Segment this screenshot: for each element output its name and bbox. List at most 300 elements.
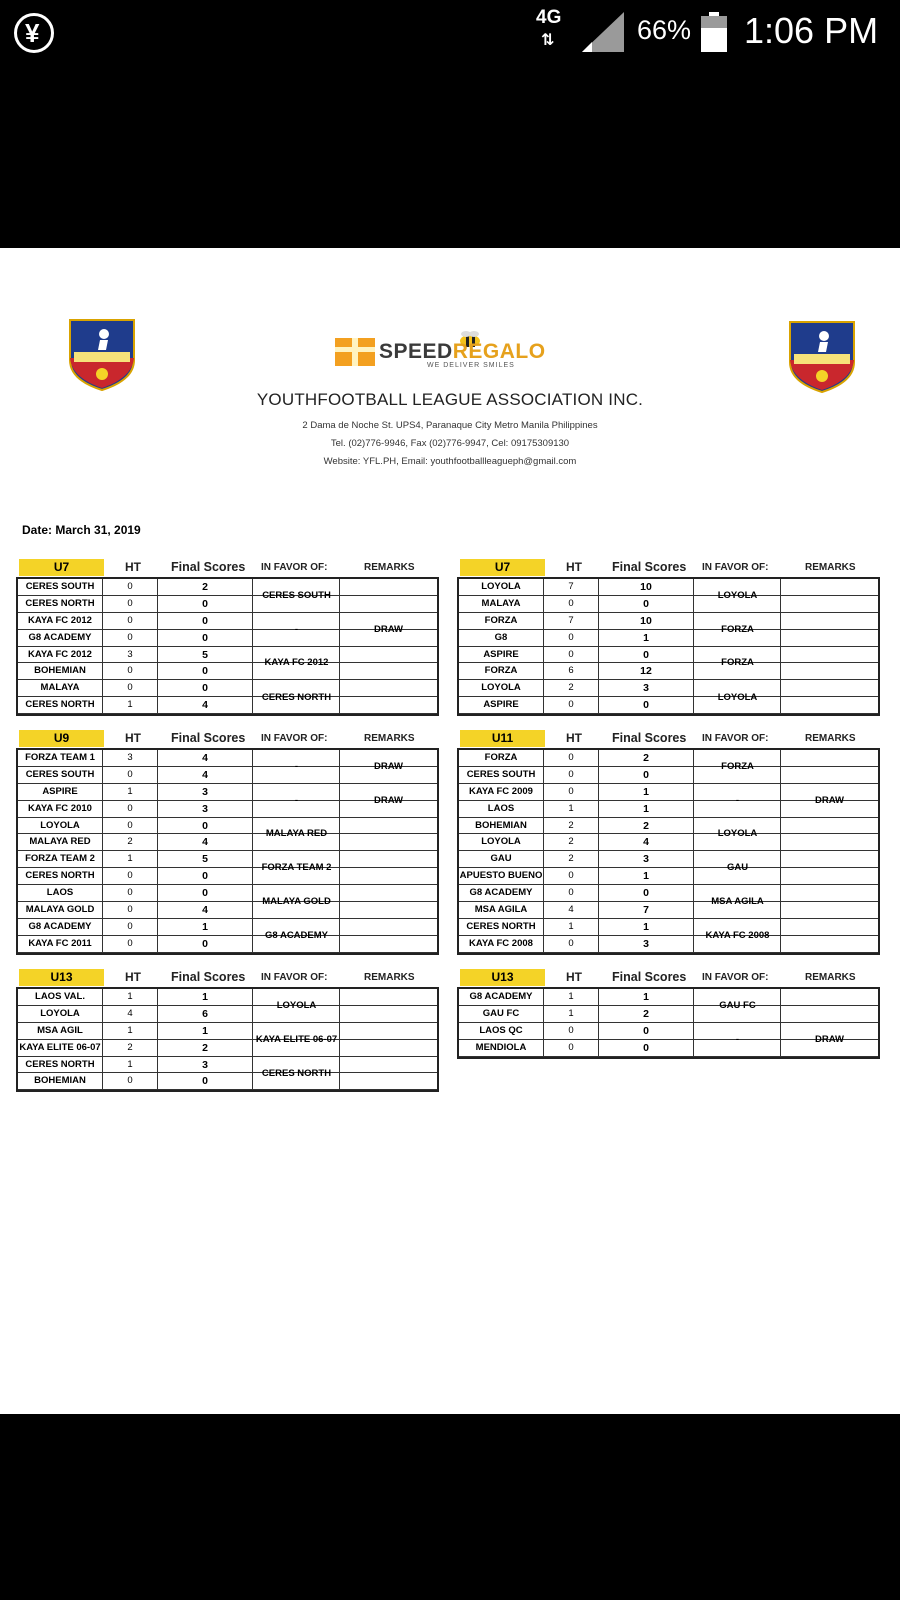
ht-cell: 0	[103, 596, 158, 612]
team-cell: LOYOLA	[459, 834, 544, 850]
final-score-cell: 4	[158, 697, 253, 713]
team-cell: KAYA FC 2011	[18, 936, 103, 952]
ht-cell: 0	[103, 818, 158, 834]
in-favor-cell: G8 ACADEMY	[254, 919, 340, 953]
ht-cell: 0	[103, 885, 158, 901]
match-result	[254, 919, 437, 953]
team-cell: KAYA FC 2008	[459, 936, 544, 952]
results-table	[16, 987, 439, 1092]
ht-cell: 0	[544, 630, 599, 646]
age-group-label: U13	[19, 969, 104, 986]
remarks-cell	[340, 818, 437, 851]
final-score-cell: 1	[599, 784, 694, 800]
match-result	[254, 680, 437, 714]
remarks-cell	[781, 613, 878, 646]
final-scores-header: Final Scores	[171, 970, 246, 984]
final-score-cell: 2	[599, 1006, 694, 1022]
in-favor-cell: -	[254, 784, 340, 817]
team-cell: CERES NORTH	[18, 596, 103, 612]
in-favor-cell: FORZA	[695, 750, 781, 783]
team-cell: CERES SOUTH	[18, 579, 103, 595]
ht-cell: 0	[103, 936, 158, 952]
match-date: Date: March 31, 2019	[22, 523, 141, 537]
match-result	[254, 851, 437, 885]
org-name: YOUTHFOOTBALL LEAGUE ASSOCIATION INC.	[256, 390, 644, 409]
final-score-cell: 0	[158, 613, 253, 629]
table-block	[457, 558, 880, 716]
ht-cell: 0	[103, 630, 158, 646]
final-score-cell: 3	[158, 1057, 253, 1073]
ht-cell: 1	[103, 1057, 158, 1073]
ht-cell: 2	[103, 834, 158, 850]
ht-cell: 1	[544, 1006, 599, 1022]
team-cell: BOHEMIAN	[18, 663, 103, 679]
remarks-cell: DRAW	[814, 1034, 845, 1046]
in-favor-cell: CERES SOUTH	[254, 579, 340, 612]
battery-icon	[701, 12, 727, 52]
final-score-cell: 3	[158, 784, 253, 800]
in-favor-header: IN FAVOR OF:	[261, 562, 328, 573]
in-favor-header: IN FAVOR OF:	[702, 562, 769, 573]
ht-cell: 2	[544, 851, 599, 867]
match-result	[254, 818, 437, 852]
team-cell: ASPIRE	[459, 647, 544, 663]
in-favor-cell: FORZA TEAM 2	[254, 851, 340, 884]
in-favor-cell: -	[254, 750, 340, 783]
remarks-cell	[340, 919, 437, 953]
team-cell: LAOS QC	[459, 1023, 544, 1039]
results-table	[457, 748, 880, 955]
ht-cell: 0	[103, 919, 158, 935]
final-score-cell: 0	[158, 885, 253, 901]
in-favor-cell: CERES NORTH	[254, 680, 340, 714]
team-cell: KAYA FC 2012	[18, 613, 103, 629]
match-result	[695, 647, 878, 681]
remarks-cell	[340, 851, 437, 884]
ht-cell: 0	[544, 936, 599, 952]
remarks-cell: DRAW	[373, 794, 404, 806]
results-table	[16, 748, 439, 955]
final-score-cell: 0	[599, 885, 694, 901]
team-cell: ASPIRE	[459, 697, 544, 713]
remarks-cell	[781, 851, 878, 884]
match-result	[254, 579, 437, 613]
sponsor-tagline: WE DELIVER SMILES	[427, 362, 515, 369]
no-money-icon[interactable]: ¥	[14, 13, 54, 53]
final-scores-header: Final Scores	[612, 560, 687, 574]
final-score-cell: 0	[599, 767, 694, 783]
signal-icon	[582, 12, 624, 52]
team-cell: LOYOLA	[18, 818, 103, 834]
remarks-cell	[340, 989, 437, 1022]
table-block	[16, 968, 439, 1092]
remarks-cell	[781, 579, 878, 612]
team-cell: CERES NORTH	[18, 868, 103, 884]
in-favor-cell: LOYOLA	[695, 818, 781, 851]
table-header	[16, 968, 439, 987]
table-block	[16, 729, 439, 955]
remarks-cell	[781, 818, 878, 851]
ht-cell: 1	[103, 784, 158, 800]
org-website: Website: YFL.PH, Email: youthfootballleagueph@gmail.com	[323, 456, 577, 467]
team-cell: BOHEMIAN	[18, 1073, 103, 1089]
remarks-cell	[340, 680, 437, 714]
age-group-label: U7	[460, 559, 545, 576]
in-favor-cell: GAU FC	[695, 989, 781, 1022]
final-score-cell: 1	[158, 989, 253, 1005]
ht-cell: 0	[544, 767, 599, 783]
table-header	[457, 558, 880, 577]
in-favor-cell: MALAYA GOLD	[254, 885, 340, 918]
ht-cell: 1	[544, 801, 599, 817]
ht-header: HT	[125, 970, 141, 984]
ht-cell: 0	[103, 767, 158, 783]
team-cell: CERES NORTH	[459, 919, 544, 935]
final-score-cell: 1	[599, 989, 694, 1005]
final-score-cell: 12	[599, 663, 694, 679]
data-arrows-icon: ⇅	[541, 32, 555, 49]
in-favor-header: IN FAVOR OF:	[702, 733, 769, 744]
ht-cell: 0	[103, 1073, 158, 1089]
match-result	[695, 885, 878, 919]
in-favor-cell: LOYOLA	[695, 579, 781, 612]
final-score-cell: 7	[599, 902, 694, 918]
final-score-cell: 0	[158, 936, 253, 952]
remarks-cell: DRAW	[373, 623, 404, 635]
team-cell: MSA AGILA	[459, 902, 544, 918]
final-score-cell: 3	[599, 936, 694, 952]
ht-cell: 0	[103, 613, 158, 629]
team-cell: CERES SOUTH	[18, 767, 103, 783]
bottom-letterbox	[0, 1414, 900, 1600]
remarks-header: REMARKS	[805, 562, 856, 573]
team-cell: FORZA TEAM 2	[18, 851, 103, 867]
ht-cell: 1	[544, 919, 599, 935]
team-cell: ASPIRE	[18, 784, 103, 800]
results-column	[254, 579, 437, 714]
ht-cell: 0	[544, 868, 599, 884]
team-cell: APUESTO BUENO	[459, 868, 544, 884]
final-score-cell: 0	[599, 1040, 694, 1056]
table-block	[16, 558, 439, 716]
ht-cell: 2	[544, 818, 599, 834]
team-cell: LAOS VAL.	[18, 989, 103, 1005]
age-group-label: U7	[19, 559, 104, 576]
remarks-cell	[781, 750, 878, 783]
in-favor-cell: FORZA	[695, 647, 781, 680]
team-cell: GAU FC	[459, 1006, 544, 1022]
remarks-header: REMARKS	[805, 733, 856, 744]
remarks-cell	[781, 919, 878, 953]
table-header	[457, 729, 880, 748]
final-score-cell: 3	[599, 680, 694, 696]
team-cell: G8 ACADEMY	[459, 989, 544, 1005]
final-score-cell: 1	[158, 1023, 253, 1039]
ht-header: HT	[125, 560, 141, 574]
ht-cell: 4	[544, 902, 599, 918]
in-favor-header: IN FAVOR OF:	[261, 733, 328, 744]
in-favor-cell: -	[695, 1023, 781, 1057]
battery-percent: 66%	[637, 15, 692, 45]
team-cell: KAYA FC 2012	[18, 647, 103, 663]
match-result	[254, 989, 437, 1023]
final-score-cell: 4	[158, 767, 253, 783]
remarks-cell	[781, 989, 878, 1022]
in-favor-cell: KAYA FC 2008	[695, 919, 781, 953]
in-favor-cell: MALAYA RED	[254, 818, 340, 851]
final-score-cell: 0	[158, 818, 253, 834]
team-cell: MALAYA	[459, 596, 544, 612]
ht-cell: 1	[103, 1023, 158, 1039]
team-cell: G8 ACADEMY	[18, 919, 103, 935]
final-scores-header: Final Scores	[171, 560, 246, 574]
final-score-cell: 0	[599, 697, 694, 713]
table-header	[457, 968, 880, 987]
ht-header: HT	[125, 731, 141, 745]
remarks-header: REMARKS	[364, 562, 415, 573]
ht-cell: 0	[544, 1040, 599, 1056]
final-score-cell: 2	[158, 579, 253, 595]
final-scores-header: Final Scores	[171, 731, 246, 745]
age-group-label: U9	[19, 730, 104, 747]
ht-cell: 0	[544, 647, 599, 663]
ht-cell: 0	[103, 902, 158, 918]
in-favor-cell: GAU	[695, 851, 781, 884]
team-cell: G8 ACADEMY	[18, 630, 103, 646]
ht-cell: 0	[103, 680, 158, 696]
final-scores-header: Final Scores	[612, 731, 687, 745]
team-cell: BOHEMIAN	[459, 818, 544, 834]
match-result	[254, 885, 437, 919]
results-table	[16, 577, 439, 716]
remarks-cell	[340, 1023, 437, 1056]
ht-cell: 4	[103, 1006, 158, 1022]
age-group-label: U13	[460, 969, 545, 986]
league-crest-left	[66, 316, 138, 392]
final-score-cell: 0	[158, 1073, 253, 1089]
final-score-cell: 0	[158, 868, 253, 884]
in-favor-header: IN FAVOR OF:	[702, 972, 769, 983]
sponsor-name: SPEEDREGALO	[379, 340, 546, 363]
ht-cell: 6	[544, 663, 599, 679]
final-score-cell: 4	[158, 902, 253, 918]
final-score-cell: 10	[599, 613, 694, 629]
final-score-cell: 2	[599, 818, 694, 834]
final-score-cell: 4	[158, 750, 253, 766]
final-score-cell: 6	[158, 1006, 253, 1022]
in-favor-cell: -	[695, 784, 781, 817]
match-result	[254, 750, 437, 784]
match-result	[695, 1023, 878, 1057]
in-favor-cell: MSA AGILA	[695, 885, 781, 918]
results-column	[695, 750, 878, 953]
final-score-cell: 0	[158, 663, 253, 679]
match-result	[254, 1057, 437, 1091]
results-table	[457, 577, 880, 716]
final-score-cell: 5	[158, 647, 253, 663]
team-cell: LOYOLA	[459, 680, 544, 696]
team-cell: FORZA TEAM 1	[18, 750, 103, 766]
ht-cell: 2	[544, 834, 599, 850]
network-type: 4G	[536, 7, 562, 28]
team-cell: MALAYA	[18, 680, 103, 696]
match-result	[254, 647, 437, 681]
remarks-header: REMARKS	[364, 733, 415, 744]
org-address: 2 Dama de Noche St. UPS4, Paranaque City Metro Manila Philippines	[302, 420, 598, 431]
final-score-cell: 1	[599, 630, 694, 646]
team-cell: LOYOLA	[18, 1006, 103, 1022]
remarks-cell	[340, 647, 437, 680]
age-group-label: U11	[460, 730, 545, 747]
match-result	[695, 579, 878, 613]
team-cell: KAYA FC 2010	[18, 801, 103, 817]
team-cell: LAOS	[18, 885, 103, 901]
remarks-cell	[340, 885, 437, 918]
org-contact: Tel. (02)776-9946, Fax (02)776-9947, Cel: 09175309130	[330, 438, 570, 449]
sponsor-logo	[335, 330, 565, 370]
in-favor-cell: LOYOLA	[695, 680, 781, 714]
team-cell: GAU	[459, 851, 544, 867]
team-cell: FORZA	[459, 613, 544, 629]
final-score-cell: 1	[158, 919, 253, 935]
final-score-cell: 0	[158, 630, 253, 646]
team-cell: FORZA	[459, 750, 544, 766]
remarks-cell	[340, 579, 437, 612]
remarks-cell: DRAW	[814, 794, 845, 806]
final-score-cell: 0	[599, 596, 694, 612]
ht-cell: 0	[103, 579, 158, 595]
final-score-cell: 1	[599, 801, 694, 817]
in-favor-cell: -	[254, 613, 340, 646]
league-crest-right	[786, 318, 858, 394]
ht-cell: 2	[544, 680, 599, 696]
ht-cell: 0	[103, 663, 158, 679]
ht-cell: 0	[103, 801, 158, 817]
team-cell: KAYA ELITE 06-07	[18, 1040, 103, 1056]
table-block	[457, 968, 880, 1059]
team-cell: CERES NORTH	[18, 697, 103, 713]
ht-cell: 0	[544, 750, 599, 766]
results-table	[457, 987, 880, 1059]
match-result	[695, 784, 878, 818]
team-cell: CERES NORTH	[18, 1057, 103, 1073]
ht-cell: 3	[103, 647, 158, 663]
ht-cell: 0	[544, 596, 599, 612]
final-score-cell: 0	[158, 596, 253, 612]
ht-cell: 0	[544, 697, 599, 713]
team-cell: LAOS	[459, 801, 544, 817]
final-score-cell: 3	[599, 851, 694, 867]
team-cell: MSA AGIL	[18, 1023, 103, 1039]
table-block	[457, 729, 880, 955]
results-column	[695, 989, 878, 1057]
match-result	[254, 613, 437, 647]
table-header	[16, 558, 439, 577]
team-cell: MENDIOLA	[459, 1040, 544, 1056]
final-score-cell: 2	[158, 1040, 253, 1056]
final-score-cell: 10	[599, 579, 694, 595]
gift-icon	[335, 338, 375, 366]
final-score-cell: 2	[599, 750, 694, 766]
status-bar	[0, 0, 900, 66]
match-result	[695, 680, 878, 714]
final-score-cell: 5	[158, 851, 253, 867]
crest-icon	[66, 316, 138, 392]
final-scores-header: Final Scores	[612, 970, 687, 984]
team-cell: G8 ACADEMY	[459, 885, 544, 901]
ht-cell: 7	[544, 613, 599, 629]
ht-header: HT	[566, 560, 582, 574]
match-result	[695, 818, 878, 852]
table-header	[16, 729, 439, 748]
ht-cell: 3	[103, 750, 158, 766]
in-favor-cell: LOYOLA	[254, 989, 340, 1022]
remarks-cell	[781, 885, 878, 918]
remarks-cell	[781, 647, 878, 680]
ht-cell: 1	[544, 989, 599, 1005]
remarks-cell: DRAW	[373, 760, 404, 772]
match-result	[695, 613, 878, 647]
crest-icon	[786, 318, 858, 394]
match-result	[254, 1023, 437, 1057]
ht-cell: 1	[103, 989, 158, 1005]
final-score-cell: 4	[599, 834, 694, 850]
team-cell: LOYOLA	[459, 579, 544, 595]
in-favor-cell: KAYA ELITE 06-07	[254, 1023, 340, 1056]
team-cell: MALAYA RED	[18, 834, 103, 850]
match-result	[695, 750, 878, 784]
ht-cell: 7	[544, 579, 599, 595]
ht-cell: 0	[544, 784, 599, 800]
team-cell: KAYA FC 2009	[459, 784, 544, 800]
results-column	[254, 750, 437, 953]
team-cell: FORZA	[459, 663, 544, 679]
team-cell: CERES SOUTH	[459, 767, 544, 783]
ht-header: HT	[566, 970, 582, 984]
final-score-cell: 0	[599, 647, 694, 663]
final-score-cell: 1	[599, 919, 694, 935]
ht-cell: 1	[103, 697, 158, 713]
final-score-cell: 3	[158, 801, 253, 817]
in-favor-header: IN FAVOR OF:	[261, 972, 328, 983]
ht-header: HT	[566, 731, 582, 745]
ht-cell: 2	[103, 1040, 158, 1056]
results-column	[254, 989, 437, 1090]
results-column	[695, 579, 878, 714]
final-score-cell: 0	[599, 1023, 694, 1039]
in-favor-cell: FORZA	[695, 613, 781, 646]
match-result	[695, 919, 878, 953]
final-score-cell: 4	[158, 834, 253, 850]
match-result	[695, 851, 878, 885]
remarks-cell	[781, 680, 878, 714]
in-favor-cell: CERES NORTH	[254, 1057, 340, 1091]
remarks-header: REMARKS	[805, 972, 856, 983]
final-score-cell: 1	[599, 868, 694, 884]
clock: 1:06 PM	[744, 10, 879, 51]
match-result	[695, 989, 878, 1023]
remarks-header: REMARKS	[364, 972, 415, 983]
ht-cell: 0	[544, 1023, 599, 1039]
ht-cell: 0	[103, 868, 158, 884]
team-cell: MALAYA GOLD	[18, 902, 103, 918]
ht-cell: 1	[103, 851, 158, 867]
ht-cell: 0	[544, 885, 599, 901]
final-score-cell: 0	[158, 680, 253, 696]
team-cell: G8	[459, 630, 544, 646]
match-result	[254, 784, 437, 818]
in-favor-cell: KAYA FC 2012	[254, 647, 340, 680]
